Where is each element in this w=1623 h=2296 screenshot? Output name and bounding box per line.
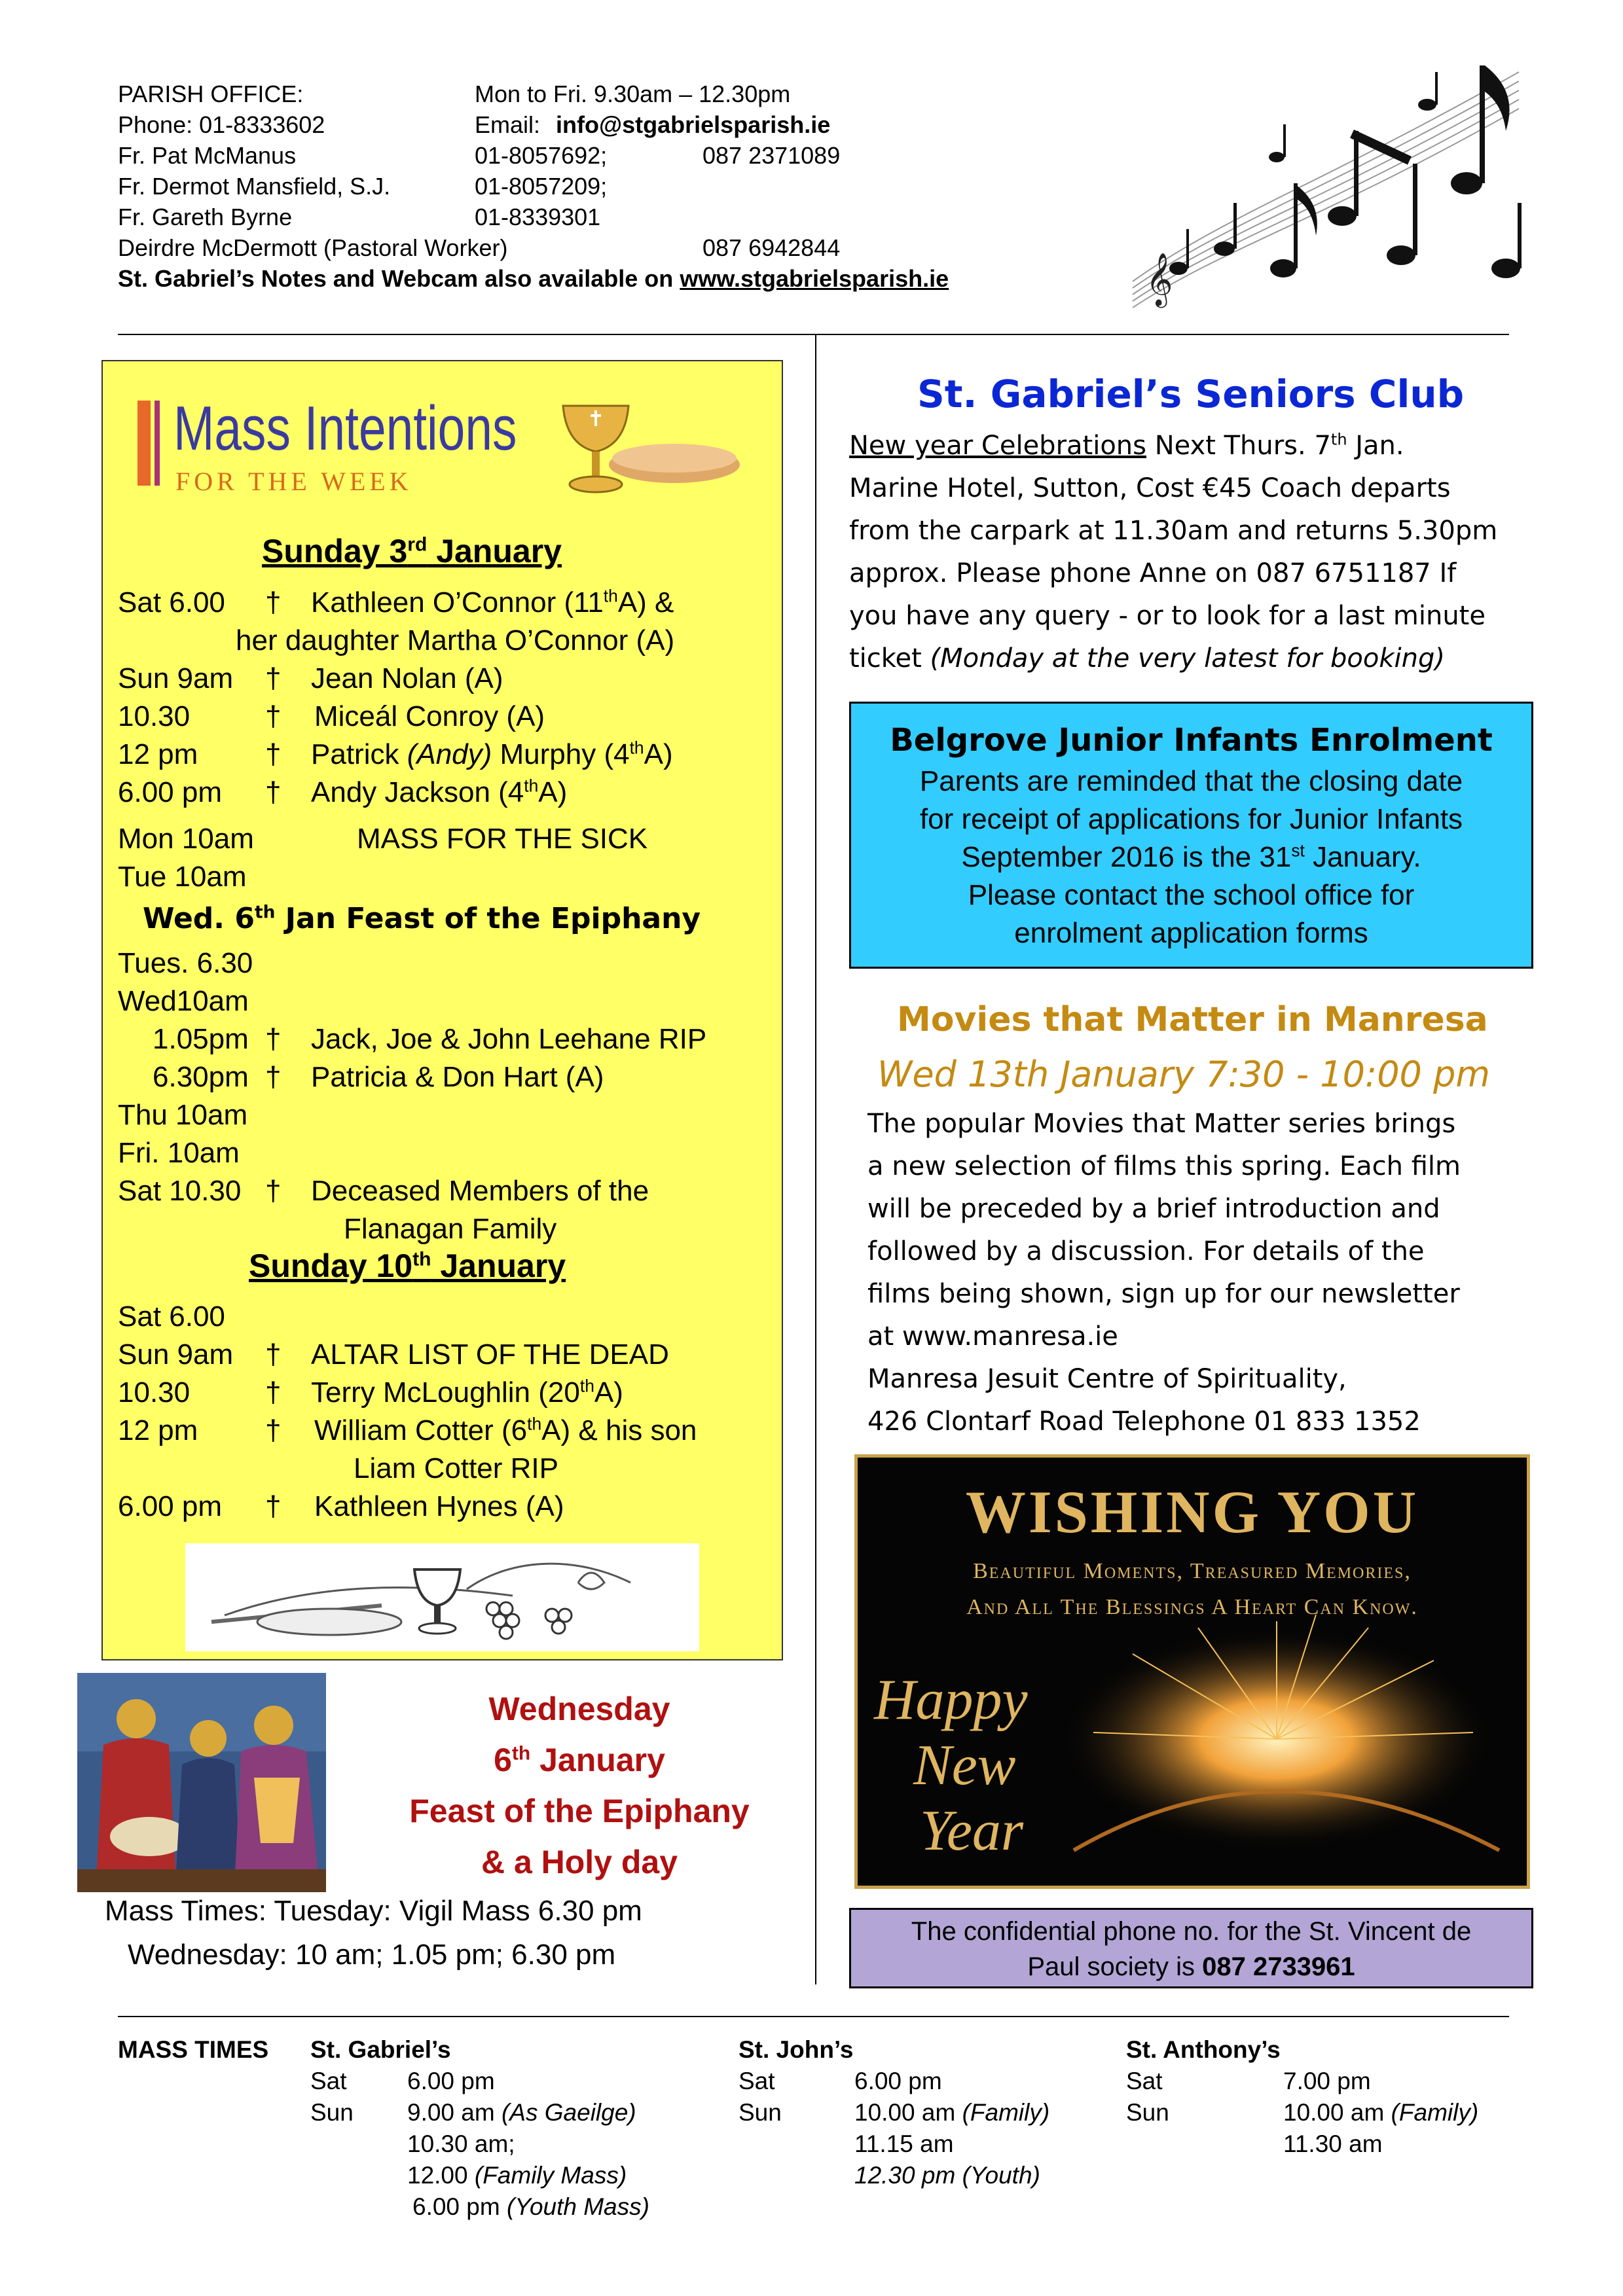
intention: William Cotter (6thA) & his son [314, 1414, 697, 1446]
mass-day: Sat [1126, 2068, 1163, 2094]
svp-line: Paul society is 087 2733961 [1027, 1952, 1355, 1981]
mass-time: Fri. 10am [118, 1137, 240, 1169]
cross-icon: † [265, 1376, 282, 1408]
belgrove-title: Belgrove Junior Infants Enrolment [890, 722, 1493, 759]
mass-time: Mon 10am [118, 823, 254, 855]
cross-icon: † [265, 738, 282, 770]
mass-day: Sat [739, 2068, 775, 2094]
mass-time: 10.30 am; [407, 2130, 515, 2157]
belgrove-line: for receipt of applications for Junior Infants [919, 803, 1463, 835]
mass-time: 11.15 am [854, 2130, 954, 2157]
mass-time: Sat 10.30 [118, 1175, 242, 1207]
mass-time: 12.00 (Family Mass) [407, 2162, 627, 2189]
mass-day: Sun [739, 2099, 782, 2126]
contact-name: Fr. Dermot Mansfield, S.J. [118, 173, 391, 200]
wishing-line: And All The Blessings A Heart Can Know. [966, 1595, 1418, 1619]
cross-icon: † [265, 776, 282, 808]
contact-name: Deirdre McDermott (Pastoral Worker) [118, 234, 508, 261]
seniors-line: approx. Please phone Anne on 087 6751187 If [849, 558, 1457, 588]
movies-line: will be preceded by a brief introduction and [867, 1194, 1440, 1224]
cross-icon: † [265, 1023, 282, 1055]
contact-name: Fr. Gareth Byrne [118, 204, 293, 230]
movies-line: at www.manresa.ie [867, 1321, 1118, 1352]
mass-time: Wed10am [118, 985, 249, 1017]
mass-time: Tue 10am [118, 861, 247, 893]
mass-time: 6.00 pm [407, 2068, 495, 2094]
intention: ALTAR LIST OF THE DEAD [311, 1338, 669, 1371]
cross-icon: † [265, 586, 282, 619]
contact-phone: 01-8339301 [475, 204, 601, 230]
new-text: New [913, 1734, 1016, 1797]
sunday-3rd-heading: Sunday 3rd January [262, 533, 562, 569]
wed-feast-heading: Wed. 6th Jan Feast of the Epiphany [143, 902, 701, 935]
cross-icon: † [265, 1338, 282, 1371]
email-address[interactable]: info@stgabrielsparish.ie [556, 111, 831, 138]
mass-time: 1.05pm [153, 1023, 249, 1055]
svp-box [849, 1908, 1533, 1988]
mass-time: 6.00 pm (Youth Mass) [412, 2193, 649, 2220]
office-phone: Phone: 01-8333602 [118, 111, 325, 138]
svg-text:𝄞: 𝄞 [1146, 252, 1173, 306]
email-label: Email: [475, 111, 541, 138]
seniors-line: from the carpark at 11.30am and returns 5.30pm [849, 516, 1498, 546]
logo-subtitle: FOR THE WEEK [175, 467, 412, 496]
contact-mobile: 087 2371089 [702, 142, 841, 169]
mass-times-label: MASS TIMES [118, 2036, 269, 2063]
svp-line: The confidential phone no. for the St. Vincent de [911, 1917, 1472, 1946]
seniors-club-title: St. Gabriel’s Seniors Club [917, 372, 1465, 416]
cross-icon: † [265, 1490, 282, 1522]
intention: Flanagan Family [344, 1213, 557, 1245]
intention: Miceál Conroy (A) [314, 700, 545, 732]
seniors-line: New year Celebrations Next Thurs. 7th Jan. [849, 430, 1404, 461]
intention: Kathleen Hynes (A) [314, 1490, 564, 1522]
mass-time: Sat 6.00 [118, 1300, 225, 1333]
epiphany-mass-times: Mass Times: Tuesday: Vigil Mass 6.30 pm [105, 1895, 642, 1927]
epiphany-mass-times: Wednesday: 10 am; 1.05 pm; 6.30 pm [128, 1939, 616, 1971]
contact-name: Fr. Pat McManus [118, 142, 297, 169]
column-divider [815, 335, 816, 1984]
intention: Liam Cotter RIP [354, 1452, 558, 1484]
mass-time: 6.00 pm [854, 2068, 942, 2094]
office-hours: Mon to Fri. 9.30am – 12.30pm [475, 81, 791, 107]
mass-time: 12.30 pm (Youth) [854, 2162, 1040, 2189]
movies-line: films being shown, sign up for our newsletter [867, 1279, 1460, 1309]
footer-divider [118, 2016, 1509, 2017]
logo-bar [155, 401, 160, 486]
cross-icon: † [265, 1414, 282, 1446]
new-year-greeting [854, 1454, 1530, 1889]
mass-time: 6.00 pm [118, 1490, 222, 1522]
mass-time: Sun 9am [118, 662, 234, 694]
belgrove-line: September 2016 is the 31st January. [961, 840, 1421, 873]
mass-time: Sun 9am [118, 1338, 234, 1371]
notes-link[interactable]: www.stgabrielsparish.ie [680, 265, 949, 292]
movies-line: The popular Movies that Matter series brings [867, 1109, 1456, 1139]
mass-time: 7.00 pm [1283, 2068, 1371, 2094]
intention: Jack, Joe & John Leehane RIP [311, 1023, 707, 1055]
mass-time: 10.00 am (Family) [1283, 2099, 1479, 2126]
happy-text: Happy [874, 1668, 1028, 1732]
mass-time: 6.00 pm [118, 776, 222, 808]
belgrove-line: Please contact the school office for [968, 879, 1415, 911]
mass-time: 11.30 am [1283, 2130, 1383, 2157]
mass-time: 10.30 [118, 700, 191, 732]
logo-title: Mass Intentions [173, 393, 517, 463]
mass-time: 10.00 am (Family) [854, 2099, 1050, 2126]
intention: Kathleen O’Connor (11thA) & [311, 586, 674, 619]
seniors-line: ticket (Monday at the very latest for booking) [849, 643, 1445, 673]
header-divider [118, 334, 1509, 335]
notes-text: St. Gabriel’s Notes and Webcam also available on [118, 265, 674, 292]
intention: Patrick (Andy) Murphy (4thA) [311, 738, 673, 770]
cross-icon: † [265, 1175, 282, 1207]
movies-line: 426 Clontarf Road Telephone 01 833 1352 [867, 1407, 1421, 1437]
logo-bar [137, 401, 151, 486]
intention: Terry McLoughlin (20thA) [311, 1376, 623, 1408]
church-name: St. John’s [739, 2036, 854, 2063]
seniors-line: you have any query - or to look for a last minute [849, 601, 1486, 631]
cross-icon: † [265, 700, 282, 732]
epiphany-line-4: & a Holy day [481, 1844, 678, 1880]
belgrove-enrolment-box [849, 702, 1533, 969]
music-notes-icon [1126, 52, 1532, 314]
intention: MASS FOR THE SICK [357, 823, 648, 855]
movies-line: followed by a discussion. For details of the [867, 1236, 1425, 1266]
contact-phone: 01-8057692; [475, 142, 608, 169]
nativity-painting [77, 1673, 326, 1892]
epiphany-line-2: 6th January [494, 1742, 665, 1778]
intention: Deceased Members of the [311, 1175, 649, 1207]
belgrove-line: Parents are reminded that the closing date [919, 765, 1463, 797]
contact-phone: 01-8057209; [475, 173, 608, 200]
seniors-line: Marine Hotel, Sutton, Cost €45 Coach departs [849, 473, 1451, 503]
belgrove-line: enrolment application forms [1014, 917, 1368, 949]
movies-subtitle: Wed 13th January 7:30 - 10:00 pm [877, 1054, 1490, 1095]
epiphany-line-3: Feast of the Epiphany [409, 1793, 750, 1829]
mass-time: 12 pm [118, 738, 198, 770]
movies-line: Manresa Jesuit Centre of Spirituality, [867, 1364, 1347, 1394]
year-text: Year [920, 1799, 1024, 1863]
intention: Patricia & Don Hart (A) [311, 1061, 604, 1093]
mass-day: Sat [310, 2068, 347, 2094]
church-name: St. Anthony’s [1126, 2036, 1281, 2063]
movies-line: a new selection of films this spring. Each film [867, 1151, 1461, 1181]
mass-day: Sun [1126, 2099, 1169, 2126]
cross-icon: † [265, 1061, 282, 1093]
mass-day: Sun [310, 2099, 354, 2126]
intention: Andy Jackson (4thA) [311, 776, 568, 808]
mass-time: 10.30 [118, 1376, 191, 1408]
office-label: PARISH OFFICE: [118, 81, 304, 107]
mass-time: Tues. 6.30 [118, 947, 253, 979]
mass-time: 12 pm [118, 1414, 198, 1446]
sunday-10th-heading: Sunday 10th January [249, 1247, 566, 1284]
mass-time: Thu 10am [118, 1099, 248, 1131]
epiphany-line-1: Wednesday [488, 1691, 670, 1727]
cross-icon: † [265, 662, 282, 694]
intention: her daughter Martha O’Connor (A) [236, 624, 675, 656]
contact-mobile: 087 6942844 [702, 234, 841, 261]
intention: Jean Nolan (A) [311, 662, 503, 694]
movies-title: Movies that Matter in Manresa [897, 1000, 1488, 1039]
mass-time: 6.30pm [153, 1061, 249, 1093]
chalice-bread-icon [543, 393, 746, 504]
bread-grapes-icon [185, 1543, 699, 1651]
church-name: St. Gabriel’s [310, 2036, 451, 2063]
wishing-title: WISHING YOU [965, 1479, 1419, 1545]
mass-time: Sat 6.00 [118, 586, 225, 619]
mass-time: 9.00 am (As Gaeilge) [407, 2099, 636, 2126]
wishing-line: Beautiful Moments, Treasured Memories, [973, 1559, 1412, 1583]
